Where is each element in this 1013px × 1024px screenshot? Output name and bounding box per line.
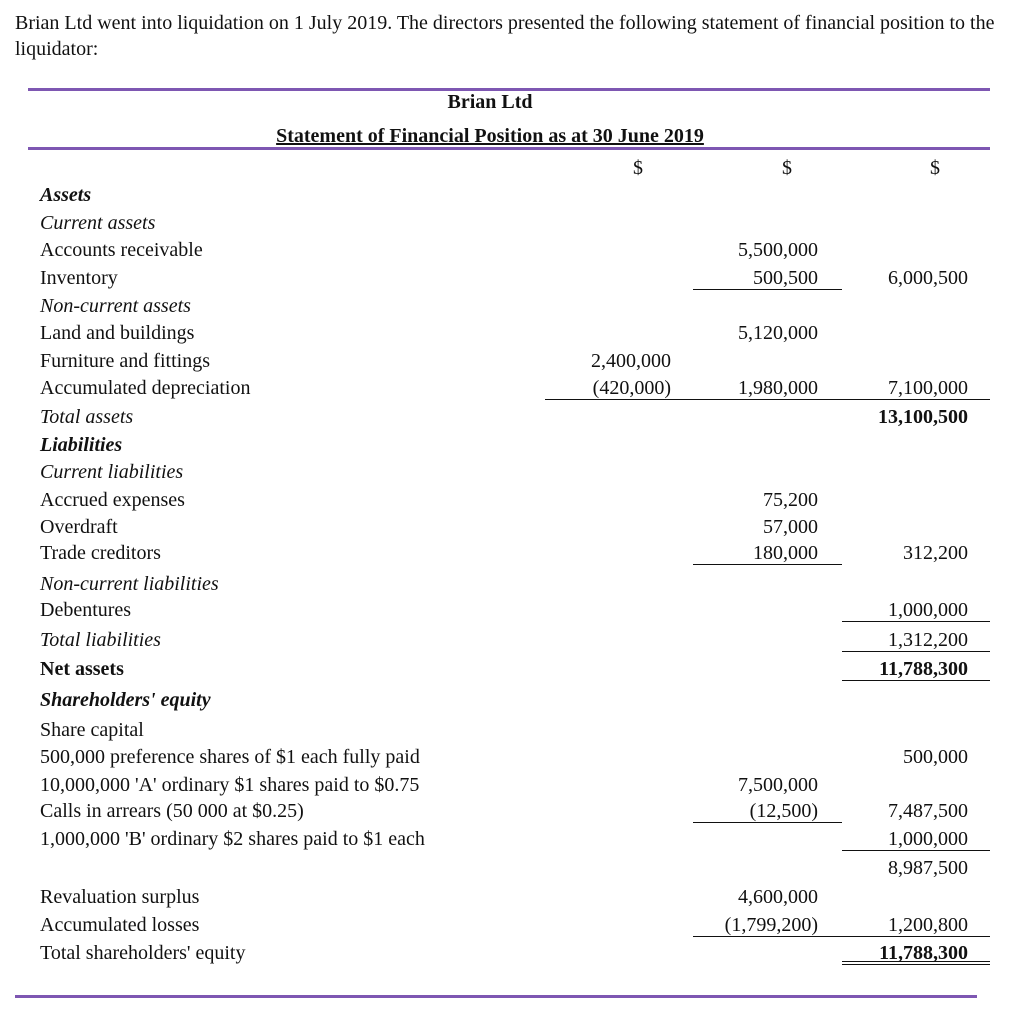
section-heading: Shareholders' equity bbox=[40, 689, 211, 711]
value: 7,487,500 bbox=[888, 800, 968, 822]
table-row bbox=[0, 375, 1013, 402]
value: 500,000 bbox=[903, 746, 968, 768]
table-row bbox=[0, 265, 1013, 292]
row-label: Total shareholders' equity bbox=[40, 942, 246, 964]
subsection-heading: Non-current liabilities bbox=[40, 573, 219, 595]
statement-title: Statement of Financial Position as at 30 June 2019 bbox=[276, 125, 704, 147]
table-row bbox=[0, 348, 1013, 375]
value: 1,000,000 bbox=[842, 597, 990, 622]
row-label: Total assets bbox=[40, 406, 134, 428]
value: 5,120,000 bbox=[738, 322, 818, 344]
table-row bbox=[0, 627, 1013, 654]
table-row bbox=[0, 744, 1013, 771]
value: 7,100,000 bbox=[842, 375, 990, 400]
table-row bbox=[0, 912, 1013, 939]
row-label: Accumulated depreciation bbox=[40, 377, 251, 399]
table-row bbox=[0, 772, 1013, 799]
table-row bbox=[0, 540, 1013, 567]
value: 1,000,000 bbox=[842, 826, 990, 851]
subsection-heading: Current liabilities bbox=[40, 461, 184, 483]
table-row bbox=[0, 320, 1013, 347]
value: 6,000,500 bbox=[888, 267, 968, 289]
value: 2,400,000 bbox=[591, 350, 671, 372]
value: 312,200 bbox=[903, 542, 968, 564]
table-row bbox=[0, 210, 1013, 237]
row-label: Calls in arrears (50 000 at $0.25) bbox=[40, 800, 304, 822]
total-value: 11,788,300 bbox=[842, 940, 990, 965]
total-value: 13,100,500 bbox=[878, 406, 968, 428]
value: (12,500) bbox=[693, 798, 842, 823]
table-row bbox=[0, 855, 1013, 882]
row-label: 500,000 preference shares of $1 each fully paid bbox=[40, 746, 420, 768]
row-label: Overdraft bbox=[40, 516, 118, 538]
table-row bbox=[0, 514, 1013, 541]
value: 4,600,000 bbox=[738, 886, 818, 908]
value: 7,500,000 bbox=[738, 774, 818, 796]
value: 1,980,000 bbox=[693, 375, 842, 400]
subsection-heading: Non-current assets bbox=[40, 295, 191, 317]
value: 5,500,000 bbox=[738, 239, 818, 261]
table-row bbox=[0, 826, 1013, 853]
table-row bbox=[0, 237, 1013, 264]
table-row bbox=[0, 884, 1013, 911]
table-row bbox=[0, 404, 1013, 431]
row-label: 10,000,000 'A' ordinary $1 shares paid to $0.75 bbox=[40, 774, 420, 796]
header-divider bbox=[28, 147, 990, 150]
row-label: Inventory bbox=[40, 267, 118, 289]
value: 500,500 bbox=[693, 265, 842, 290]
table-row bbox=[0, 597, 1013, 624]
value: (420,000) bbox=[545, 375, 693, 400]
currency-col1: $ bbox=[633, 157, 643, 179]
subtotal-value: 8,987,500 bbox=[888, 857, 968, 879]
row-label: Land and buildings bbox=[40, 322, 195, 344]
row-label: Revaluation surplus bbox=[40, 886, 200, 908]
row-label: Share capital bbox=[40, 719, 144, 741]
table-row bbox=[0, 717, 1013, 744]
section-heading: Assets bbox=[40, 184, 92, 206]
table-row bbox=[0, 182, 1013, 209]
intro-text: Brian Ltd went into liquidation on 1 July 2019. The directors presented the following statement of financial position to the liquidator: bbox=[15, 12, 995, 60]
section-heading: Liabilities bbox=[40, 434, 123, 456]
row-label: Trade creditors bbox=[40, 542, 161, 564]
currency-col2: $ bbox=[782, 157, 792, 179]
value: 1,312,200 bbox=[842, 627, 990, 652]
table-row bbox=[0, 487, 1013, 514]
subsection-heading: Current assets bbox=[40, 212, 156, 234]
value: (1,799,200) bbox=[693, 912, 842, 937]
table-row bbox=[0, 798, 1013, 825]
table-row bbox=[0, 656, 1013, 683]
table-row bbox=[0, 940, 1013, 967]
row-label: Furniture and fittings bbox=[40, 350, 210, 372]
value: 1,200,800 bbox=[842, 912, 990, 937]
value: 75,200 bbox=[763, 489, 818, 511]
table-row bbox=[0, 293, 1013, 320]
row-label: Debentures bbox=[40, 599, 132, 621]
row-label: Total liabilities bbox=[40, 629, 161, 651]
row-label: Accrued expenses bbox=[40, 489, 185, 511]
table-row bbox=[0, 459, 1013, 486]
table-row bbox=[0, 687, 1013, 714]
currency-col3: $ bbox=[930, 157, 940, 179]
row-label: 1,000,000 'B' ordinary $2 shares paid to $1 each bbox=[40, 828, 425, 850]
row-label: Accumulated losses bbox=[40, 914, 200, 936]
table-row bbox=[0, 571, 1013, 598]
currency-header-row bbox=[0, 155, 1013, 182]
row-label: Accounts receivable bbox=[40, 239, 203, 261]
table-row bbox=[0, 432, 1013, 459]
row-label: Net assets bbox=[40, 658, 124, 680]
value: 57,000 bbox=[763, 516, 818, 538]
total-value: 11,788,300 bbox=[842, 656, 990, 681]
company-name: Brian Ltd bbox=[447, 91, 533, 113]
bottom-divider bbox=[15, 995, 977, 998]
value: 180,000 bbox=[693, 540, 842, 565]
